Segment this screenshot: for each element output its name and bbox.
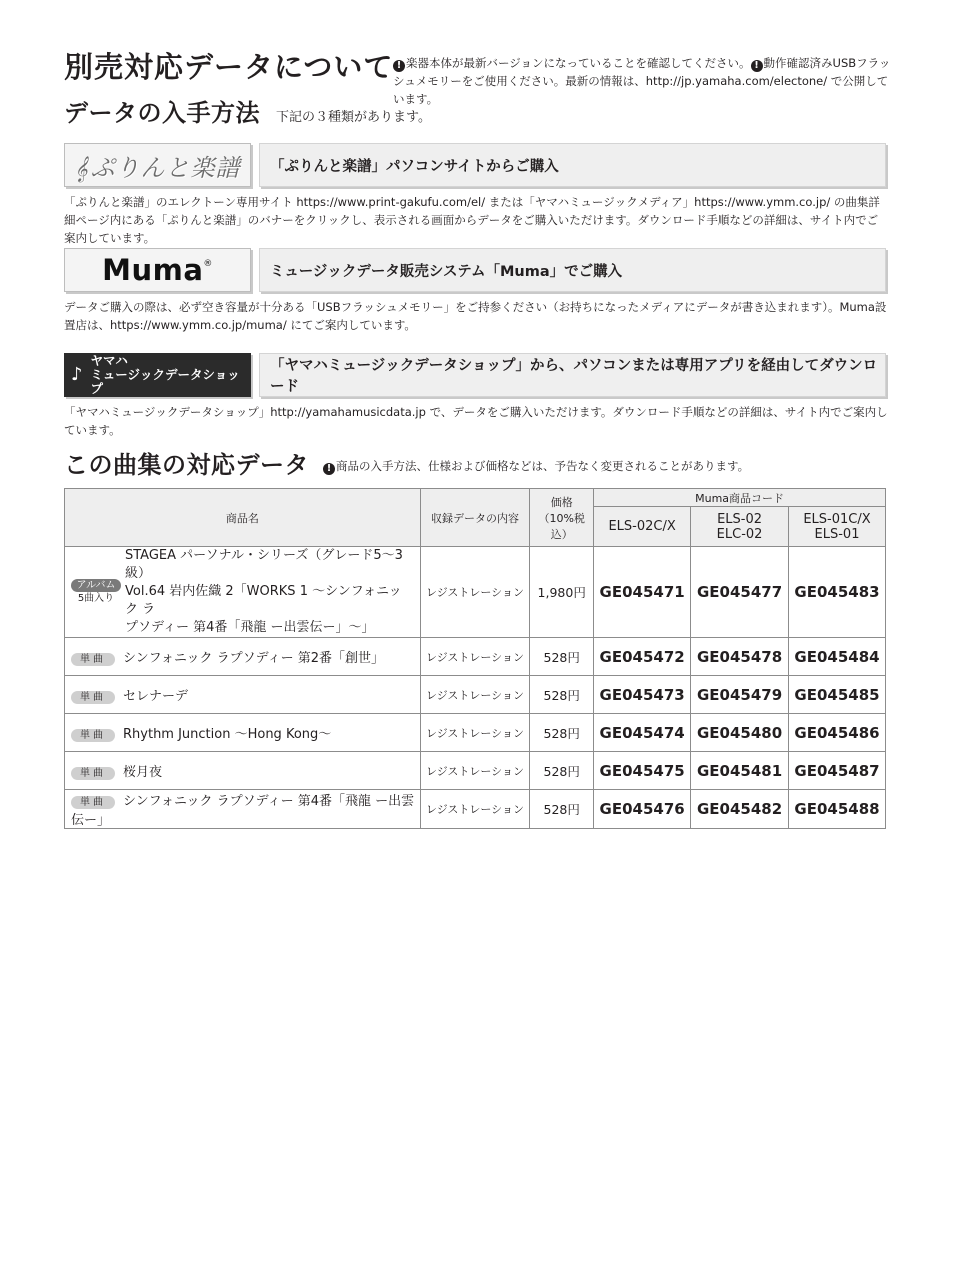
price: 528円 (530, 714, 594, 752)
product-code: GE045483 (789, 547, 886, 638)
product-code: GE045481 (691, 752, 789, 790)
header-els02cx: ELS-02C/X (594, 507, 691, 547)
header-notes (393, 54, 893, 108)
exclamation-circle-icon: ! (393, 60, 405, 72)
single-badge: 単曲 (71, 729, 115, 742)
content-type: レジストレーション (420, 752, 530, 790)
method-description: 「ヤマハミュージックデータショップ」http://yamahamusicdata.jp で、データをご購入いただけます。ダウンロード手順などの詳細は、サイト内でご案内しています。 (64, 405, 888, 437)
content-type: レジストレーション (420, 676, 530, 714)
product-code: GE045479 (691, 676, 789, 714)
methods-note: 下記の３種類があります。 (276, 110, 431, 125)
section-note: ! 商品の入手方法、仕様および価格などは、予告なく変更されることがあります。 (323, 458, 749, 475)
single-badge: 単曲 (71, 653, 115, 666)
song-title: セレナーデ (123, 689, 189, 704)
price: 1,980円 (530, 547, 594, 638)
content-type: レジストレーション (420, 638, 530, 676)
product-code: GE045482 (691, 790, 789, 829)
price: 528円 (530, 790, 594, 829)
content-type: レジストレーション (420, 790, 530, 829)
yamaha-music-data-shop-logo[interactable]: ♪ ヤマハ ミュージックデータショップ (64, 353, 251, 397)
single-badge: 単曲 (71, 691, 115, 704)
header-els01cx-els01: ELS-01C/X ELS-01 (789, 507, 886, 547)
price: 528円 (530, 752, 594, 790)
treble-clef-icon: 𝄞 (74, 156, 89, 182)
price: 528円 (530, 676, 594, 714)
album-badge: アルバム 5曲入り (71, 579, 121, 606)
note-2: 動作確認済みUSBフラッシュメモリーをご使用ください。最新の情報は、http://jp.yamaha.com/electone/ で公開しています。 (393, 56, 891, 106)
section-title-methods: データの入手方法 (64, 99, 260, 127)
table-row (65, 752, 886, 790)
table-row (65, 676, 886, 714)
song-title: シンフォニック ラプソディー 第2番「創世」 (123, 651, 385, 666)
registered-mark: ® (203, 259, 213, 269)
product-code: GE045475 (594, 752, 691, 790)
header-product-name: 商品名 (65, 489, 421, 547)
exclamation-circle-icon: ! (323, 463, 335, 475)
product-code: GE045477 (691, 547, 789, 638)
product-code: GE045474 (594, 714, 691, 752)
table-row-album (65, 547, 886, 638)
table-row (65, 638, 886, 676)
product-code: GE045471 (594, 547, 691, 638)
product-code: GE045484 (789, 638, 886, 676)
product-code: GE045478 (691, 638, 789, 676)
product-code: GE045488 (789, 790, 886, 829)
product-code: GE045485 (789, 676, 886, 714)
product-code: GE045480 (691, 714, 789, 752)
song-title: Rhythm Junction 〜Hong Kong〜 (123, 727, 332, 742)
note-1: 楽器本体が最新バージョンになっていることを確認してください。 (406, 56, 751, 70)
header-els02-elc02: ELS-02 ELC-02 (691, 507, 789, 547)
header-content: 収録データの内容 (420, 489, 530, 547)
page-title: 別売対応データについて (64, 50, 394, 84)
product-code: GE045487 (789, 752, 886, 790)
single-badge: 単曲 (71, 767, 115, 780)
music-bars-icon: ♪ (71, 364, 83, 385)
song-title: 桜月夜 (123, 765, 163, 780)
content-type: レジストレーション (420, 547, 530, 638)
data-table (64, 488, 886, 829)
product-code: GE045486 (789, 714, 886, 752)
song-title: シンフォニック ラプソディー 第4番「飛龍 ー出雲伝ー」 (71, 794, 415, 828)
section-title-data: この曲集の対応データ (64, 451, 309, 479)
table-row (65, 714, 886, 752)
method-label: 「ヤマハミュージックデータショップ」から、パソコンまたは専用アプリを経由してダウンロード (259, 353, 886, 397)
muma-logo[interactable]: Muma® (64, 248, 251, 292)
product-code: GE045472 (594, 638, 691, 676)
method-label: ミュージックデータ販売システム「Muma」でご購入 (259, 248, 886, 292)
album-title: STAGEA パーソナル・シリーズ（グレード5〜3級） Vol.64 岩内佐織 2「WORKS 1 〜シンフォニック ラ プソディー 第4番「飛龍 ー出雲伝ー」〜」 (125, 548, 403, 635)
table-row (65, 790, 886, 829)
product-code: GE045473 (594, 676, 691, 714)
price: 528円 (530, 638, 594, 676)
header-muma-code: Muma商品コード (594, 489, 886, 507)
method-description: 「ぷりんと楽譜」のエレクトーン専用サイト https://www.print-gakufu.com/el/ または「ヤマハミュージックメディア」https://www.ymm.co.jp/ の曲集詳細ページ内にある「ぷりんと楽譜」のバナーをクリックし、表示される画面からデータをご購入いただけます。ダウンロード手順などの詳細は、サイト内でご案内しています。 (64, 195, 880, 245)
header-price: 価格 （10%税込） (530, 489, 594, 547)
product-code: GE045476 (594, 790, 691, 829)
method-label: 「ぷりんと楽譜」パソコンサイトからご購入 (259, 143, 886, 187)
content-type: レジストレーション (420, 714, 530, 752)
purin-gakufu-logo[interactable]: 𝄞ぷりんと楽譜 (64, 143, 251, 187)
method-description: データご購入の際は、必ず空き容量が十分ある「USBフラッシュメモリー」をご持参ください（お持ちになったメディアにデータが書き込まれます）。Muma設置店は、https://www.ymm.co.jp/muma/ にてご案内しています。 (64, 300, 887, 332)
exclamation-circle-icon: ! (751, 60, 763, 72)
single-badge: 単曲 (71, 796, 115, 809)
